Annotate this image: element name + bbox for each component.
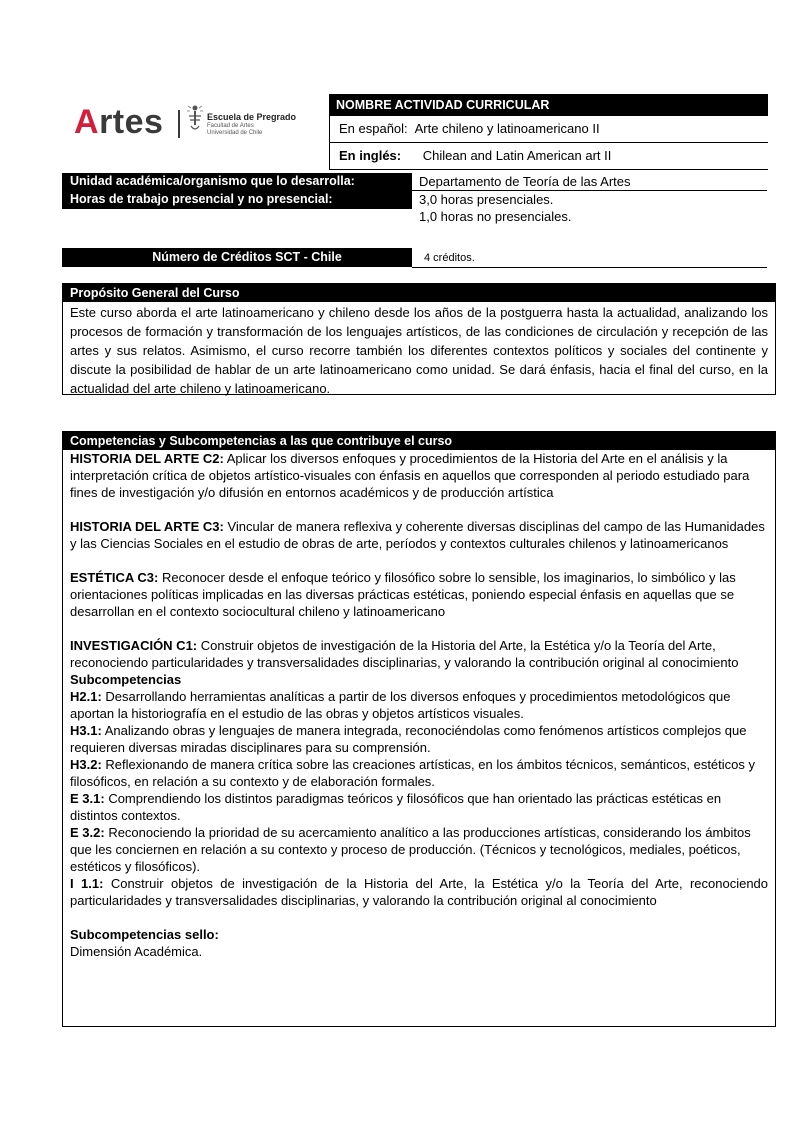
subcompetencia-item	[70, 875, 768, 909]
purpose-text: Este curso aborda el arte latinoamericano y chileno desde los años de la postguerra hasta la actualidad, analizando los procesos de formación y transformación de los lenguajes artísticos, de las condiciones de circulación y recepción de las artes y sus relatos. Asimismo, el curso recorre también los diferentes contextos políticos y sociales del continente y discute la posibilidad de hablar de un arte latinoamericano como unidad. Se dará énfasis, hacia el final del curso, en la actualidad del arte chileno y latinoamericano.	[70, 305, 768, 396]
competencia-code: INVESTIGACIÓN C1:	[70, 638, 198, 653]
competencia-code: ESTÉTICA C3:	[70, 570, 159, 585]
competencia-text: Aplicar los diversos enfoques y procedimientos de la Historia del Arte en el análisis y la interpretación crítica de objetos artístico-visuales con énfasis en aquellos que corresponden al periodo estudiado para fines de investigación y/o difusión en entornos académicos y de producción artística	[70, 451, 750, 500]
course-name-table	[329, 94, 768, 170]
logo-university-name: Universidad de Chile	[207, 130, 263, 136]
subcompetencia-code: E 3.2:	[70, 825, 105, 840]
english-name-value: Chilean and Latin American art II	[422, 148, 612, 163]
spanish-label: En español:	[339, 121, 408, 136]
logo-divider	[178, 110, 180, 138]
subcompetencia-code: I 1.1:	[70, 876, 104, 891]
unit-row	[62, 173, 767, 191]
hours-no-presencial: 1,0 horas no presenciales.	[419, 209, 572, 224]
logo-brand: Artes	[74, 103, 164, 141]
subcompetencia-text: Reflexionando de manera crítica sobre las creaciones artísticas, en los ámbitos técnicos, semánticos, estéticos y filosóficos, en relación a su contexto y de elaboración formales.	[70, 757, 756, 789]
competencia-item	[70, 518, 768, 552]
subcompetencia-item	[70, 688, 768, 722]
sello-value: Dimensión Académica.	[70, 944, 203, 959]
purpose-section	[62, 283, 776, 395]
course-name-heading: NOMBRE ACTIVIDAD CURRICULAR	[329, 94, 768, 116]
subcompetencia-text: Desarrollando herramientas analíticas a partir de los diversos enfoques y procedimientos metodológicos que aportan la historiografía en el estudio de las obras y objetos artísticos visuales.	[70, 689, 731, 721]
competencia-item	[70, 637, 768, 671]
sello-heading: Subcompetencias sello:	[70, 927, 219, 942]
subcompetencia-item	[70, 722, 768, 756]
competencia-text: Construir objetos de investigación de la Historia del Arte, la Estética y/o la Teoría del Arte, reconociendo particularidades y transversalidades disciplinarias, y valorando la contribución original al conocimiento	[70, 638, 739, 670]
logo-school-name: Escuela de Pregrado	[207, 112, 297, 122]
unit-value: Departamento de Teoría de las Artes	[412, 173, 767, 191]
competencia-code: HISTORIA DEL ARTE C3:	[70, 519, 224, 534]
competencia-item	[70, 569, 768, 620]
subcompetencia-item	[70, 824, 768, 875]
unit-label: Unidad académica/organismo que lo desarrolla:	[62, 173, 412, 191]
competencia-code: HISTORIA DEL ARTE C2:	[70, 451, 224, 466]
subcompetencia-item	[70, 756, 768, 790]
hours-presencial: 3,0 horas presenciales.	[419, 192, 554, 207]
subcompetencia-text: Analizando obras y lenguajes de manera integrada, reconociéndolas como fenómenos artísticos complejos que requieren diversas miradas disciplinares para su comprensión.	[70, 723, 747, 755]
subcompetencia-code: H3.2:	[70, 757, 102, 772]
subcompetencia-code: H2.1:	[70, 689, 102, 704]
logo-faculty-name: Facultad de Artes	[207, 123, 254, 129]
purpose-heading: Propósito General del Curso	[63, 284, 775, 302]
logo-faculty	[207, 123, 262, 137]
english-name-row	[329, 143, 768, 170]
spanish-name-value: Arte chileno y latinoamericano II	[414, 121, 600, 136]
university-seal-icon	[186, 102, 204, 142]
competencia-text: Reconocer desde el enfoque teórico y filosófico sobre lo sensible, los imaginarios, lo simbólico y las orientaciones políticas implicadas en las diversas prácticas estéticas, poniendo especial énfasis en aquellas que se desarrollan en el contexto sociocultural chileno y latinoamericano	[70, 570, 736, 619]
english-label: En inglés:	[339, 148, 402, 163]
subcompetencia-text: Comprendiendo los distintos paradigmas teóricos y filosóficos que han orientado las prácticas estéticas en distintos contextos.	[70, 791, 722, 823]
spanish-name-row	[329, 116, 768, 143]
competencia-text: Vincular de manera reflexiva y coherente diversas disciplinas del campo de las Humanidades y las Ciencias Sociales en el estudio de obras de arte, períodos y contextos culturales chilenos y latinoamericanos	[70, 519, 765, 551]
subcompetencia-code: H3.1:	[70, 723, 102, 738]
competencias-section	[62, 431, 776, 1027]
subcompetencia-item	[70, 790, 768, 824]
competencia-item	[70, 450, 768, 501]
subcompetencias-heading: Subcompetencias	[70, 672, 182, 687]
credits-value: 4 créditos.	[412, 248, 767, 268]
competencias-heading: Competencias y Subcompetencias a las que contribuye el curso	[63, 432, 775, 450]
subcompetencia-code: E 3.1:	[70, 791, 105, 806]
hours-row	[62, 191, 767, 225]
hours-label: Horas de trabajo presencial y no presencial:	[62, 191, 412, 209]
unit-hours-table	[62, 173, 767, 225]
credits-row	[62, 248, 767, 268]
subcompetencia-text: Construir objetos de investigación de la Historia del Arte, la Estética y/o la Teoría del Arte, reconociendo particularidades y transversalidades disciplinarias, y valorando la contribución original al conocimiento	[70, 876, 769, 908]
credits-label: Número de Créditos SCT - Chile	[62, 248, 412, 267]
competencias-body	[63, 450, 775, 960]
hours-value	[412, 191, 767, 225]
artes-logo	[74, 100, 324, 146]
subcompetencia-text: Reconociendo la prioridad de su acercamiento analítico a las producciones artísticas, considerando los ámbitos que les conciernen en relación a su contexto y proceso de producción. (Técnicos y tecnológicos, mediales, poéticos, estéticos y filosóficos).	[70, 825, 751, 874]
